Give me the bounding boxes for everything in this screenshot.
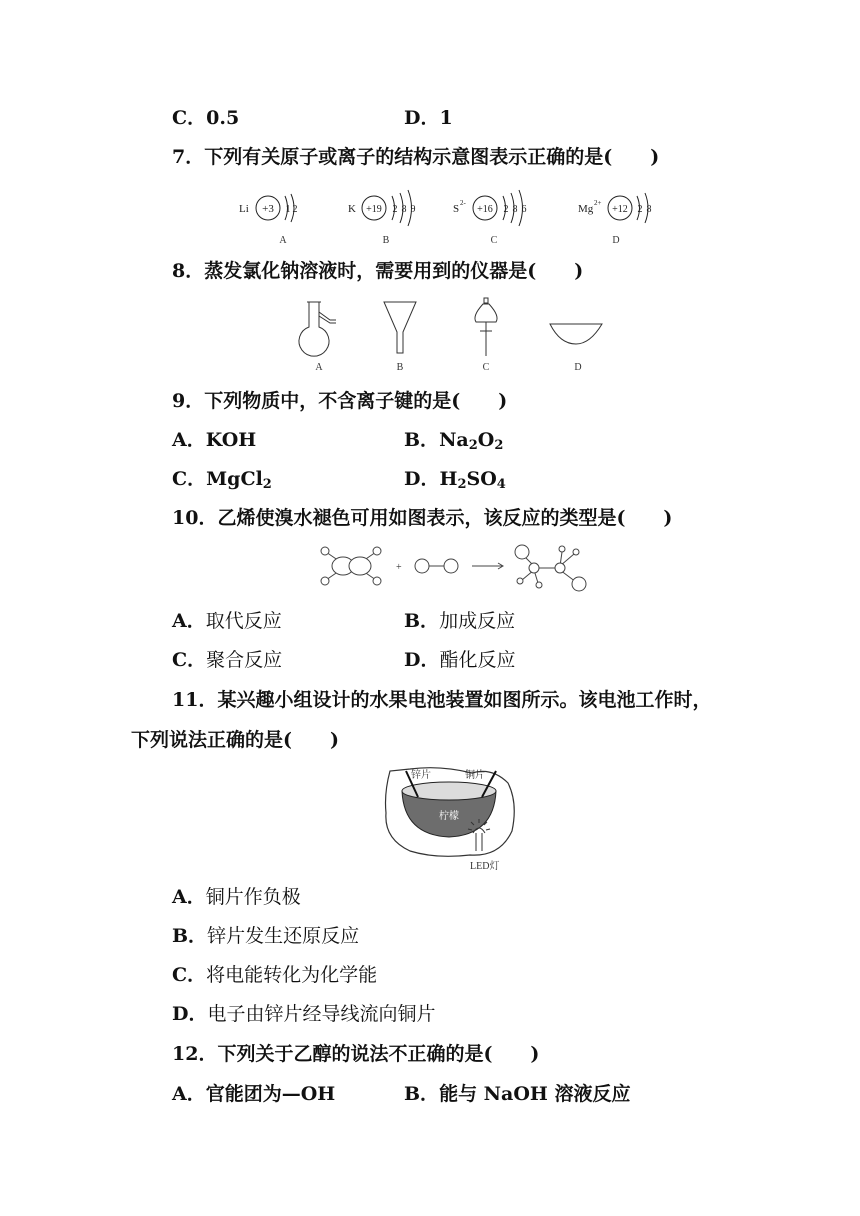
q11-option-d-text: 电子由锌片经导线流向铜片 <box>207 1003 436 1025</box>
formula-part: Na <box>439 429 469 451</box>
q6-option-d-text: 1 <box>439 107 453 129</box>
option-label: C <box>490 235 498 246</box>
q12-stem: 12．下列关于乙醇的说法不正确的是( ) <box>172 1043 540 1065</box>
shell-electrons: 8 <box>401 204 407 215</box>
q9-option-d <box>404 467 506 491</box>
subscript: 2 <box>457 477 467 492</box>
atom-symbol: Mg <box>578 203 594 215</box>
q11-option-a-label: A． <box>172 886 206 908</box>
atom-diagram-c <box>453 190 527 246</box>
shell-electrons: 2 <box>503 204 509 215</box>
ion-charge: 2- <box>460 199 466 207</box>
led-label: LED灯 <box>470 861 500 872</box>
shell-electrons: 1 <box>285 204 291 215</box>
q10-stem: 10．乙烯使溴水褪色可用如图表示，该反应的类型是( ) <box>172 507 673 529</box>
q11-option-b-label: B． <box>172 925 208 947</box>
option-label: D <box>574 362 582 373</box>
shell-electrons: 6 <box>521 204 527 215</box>
q7-atom-structure-figure <box>228 184 668 248</box>
q11-option-c-label: C． <box>172 964 207 986</box>
q12-option-a <box>172 1082 335 1106</box>
funnel-icon <box>384 302 416 373</box>
separatory-funnel-icon <box>475 298 497 373</box>
q9-option-c <box>172 467 272 491</box>
formula-part: MgCl <box>206 468 263 490</box>
q12-option-b-label: B． <box>404 1083 440 1105</box>
bromine-model-icon <box>415 559 458 573</box>
nucleus-charge: +16 <box>477 204 493 215</box>
formula-part: SO <box>466 468 497 490</box>
reaction-arrow-icon <box>472 563 503 569</box>
shell-electrons: 8 <box>646 204 652 215</box>
lemon-label: 柠檬 <box>439 811 459 822</box>
q10-option-a-label: A． <box>172 610 206 632</box>
subscript: 2 <box>494 438 504 453</box>
q10-option-b-text: 加成反应 <box>439 610 516 632</box>
shell-electrons: 8 <box>512 204 518 215</box>
q11-option-b <box>172 924 359 948</box>
q11-option-a <box>172 885 301 909</box>
q10-option-c <box>172 648 282 672</box>
option-label: B <box>382 235 390 246</box>
q8-stem: 8．蒸发氯化钠溶液时，需要用到的仪器是( ) <box>172 260 584 282</box>
copper-label: 铜片 <box>465 770 485 781</box>
q10-option-d-text: 酯化反应 <box>439 649 516 671</box>
option-label: D <box>612 235 620 246</box>
q12-option-a-label: A． <box>172 1083 206 1105</box>
option-label: B <box>396 362 404 373</box>
q9-option-a <box>172 428 256 452</box>
q8-apparatus-figure <box>290 296 610 376</box>
q11-stem-line2: 下列说法正确的是( ) <box>131 729 339 751</box>
q11-option-c-text: 将电能转化为化学能 <box>206 964 378 986</box>
nucleus-charge: +19 <box>366 204 382 215</box>
atom-symbol: K <box>348 203 356 215</box>
q11-option-c <box>172 963 377 987</box>
atom-diagram-b <box>348 190 416 246</box>
q10-option-b <box>404 609 515 633</box>
q6-option-d-label: D． <box>404 107 440 129</box>
shell-electrons: 9 <box>410 204 416 215</box>
q7-stem: 7．下列有关原子或离子的结构示意图表示正确的是( ) <box>172 146 660 168</box>
evaporating-dish-icon <box>550 324 602 373</box>
q11-fruit-battery-figure <box>380 763 520 877</box>
ethylene-model-icon <box>321 547 381 585</box>
q6-option-c-text: 0.5 <box>206 107 240 129</box>
q10-option-d-label: D． <box>404 649 440 671</box>
q11-option-b-text: 锌片发生还原反应 <box>207 925 360 947</box>
atom-diagram-a <box>239 194 298 246</box>
option-label: C <box>482 362 490 373</box>
formula-part: H <box>439 468 458 490</box>
q12-option-a-text: 官能团为—OH <box>205 1083 336 1105</box>
nucleus-charge: +3 <box>262 203 274 215</box>
shell-electrons: 2 <box>637 204 643 215</box>
q6-option-d <box>404 106 453 130</box>
option-label: A <box>279 235 287 246</box>
q10-option-d <box>404 648 516 672</box>
q11-stem-line1: 11．某兴趣小组设计的水果电池装置如图所示。该电池工作时， <box>172 689 712 711</box>
distillation-flask-icon <box>299 302 336 373</box>
subscript: 2 <box>262 477 272 492</box>
q6-option-c <box>172 106 239 130</box>
subscript: 2 <box>468 438 478 453</box>
q11-option-d-label: D． <box>172 1003 208 1025</box>
q12-option-b <box>404 1082 630 1106</box>
subscript: 4 <box>496 477 506 492</box>
q9-option-a-label: A． <box>172 429 206 451</box>
option-label: A <box>315 362 323 373</box>
atom-symbol: S <box>453 203 460 215</box>
q10-option-a <box>172 609 282 633</box>
formula-part: O <box>477 429 495 451</box>
atom-diagram-d <box>578 193 652 246</box>
q9-stem: 9．下列物质中，不含离子键的是( ) <box>172 390 508 412</box>
q10-option-a-text: 取代反应 <box>205 610 282 632</box>
dibromoethane-model-icon <box>515 545 586 591</box>
q9-option-b <box>404 428 503 452</box>
atom-symbol: Li <box>239 203 249 215</box>
shell-electrons: 2 <box>292 204 298 215</box>
plus-sign: + <box>396 562 402 573</box>
q9-option-c-label: C． <box>172 468 207 490</box>
q10-option-c-text: 聚合反应 <box>206 649 283 671</box>
ion-charge: 2+ <box>594 199 602 207</box>
nucleus-charge: +12 <box>612 204 628 215</box>
shell-electrons: 2 <box>392 204 398 215</box>
q9-option-d-label: D． <box>404 468 440 490</box>
q10-option-c-label: C． <box>172 649 207 671</box>
q10-reaction-figure <box>312 540 602 592</box>
zinc-label: 锌片 <box>411 770 431 781</box>
q9-option-b-label: B． <box>404 429 440 451</box>
q12-option-b-text: 能与 NaOH 溶液反应 <box>439 1083 631 1105</box>
q9-option-a-text: KOH <box>205 429 257 451</box>
q11-option-a-text: 铜片作负极 <box>205 886 301 908</box>
q10-option-b-label: B． <box>404 610 440 632</box>
q6-option-c-label: C． <box>172 107 207 129</box>
q11-option-d <box>172 1002 436 1026</box>
